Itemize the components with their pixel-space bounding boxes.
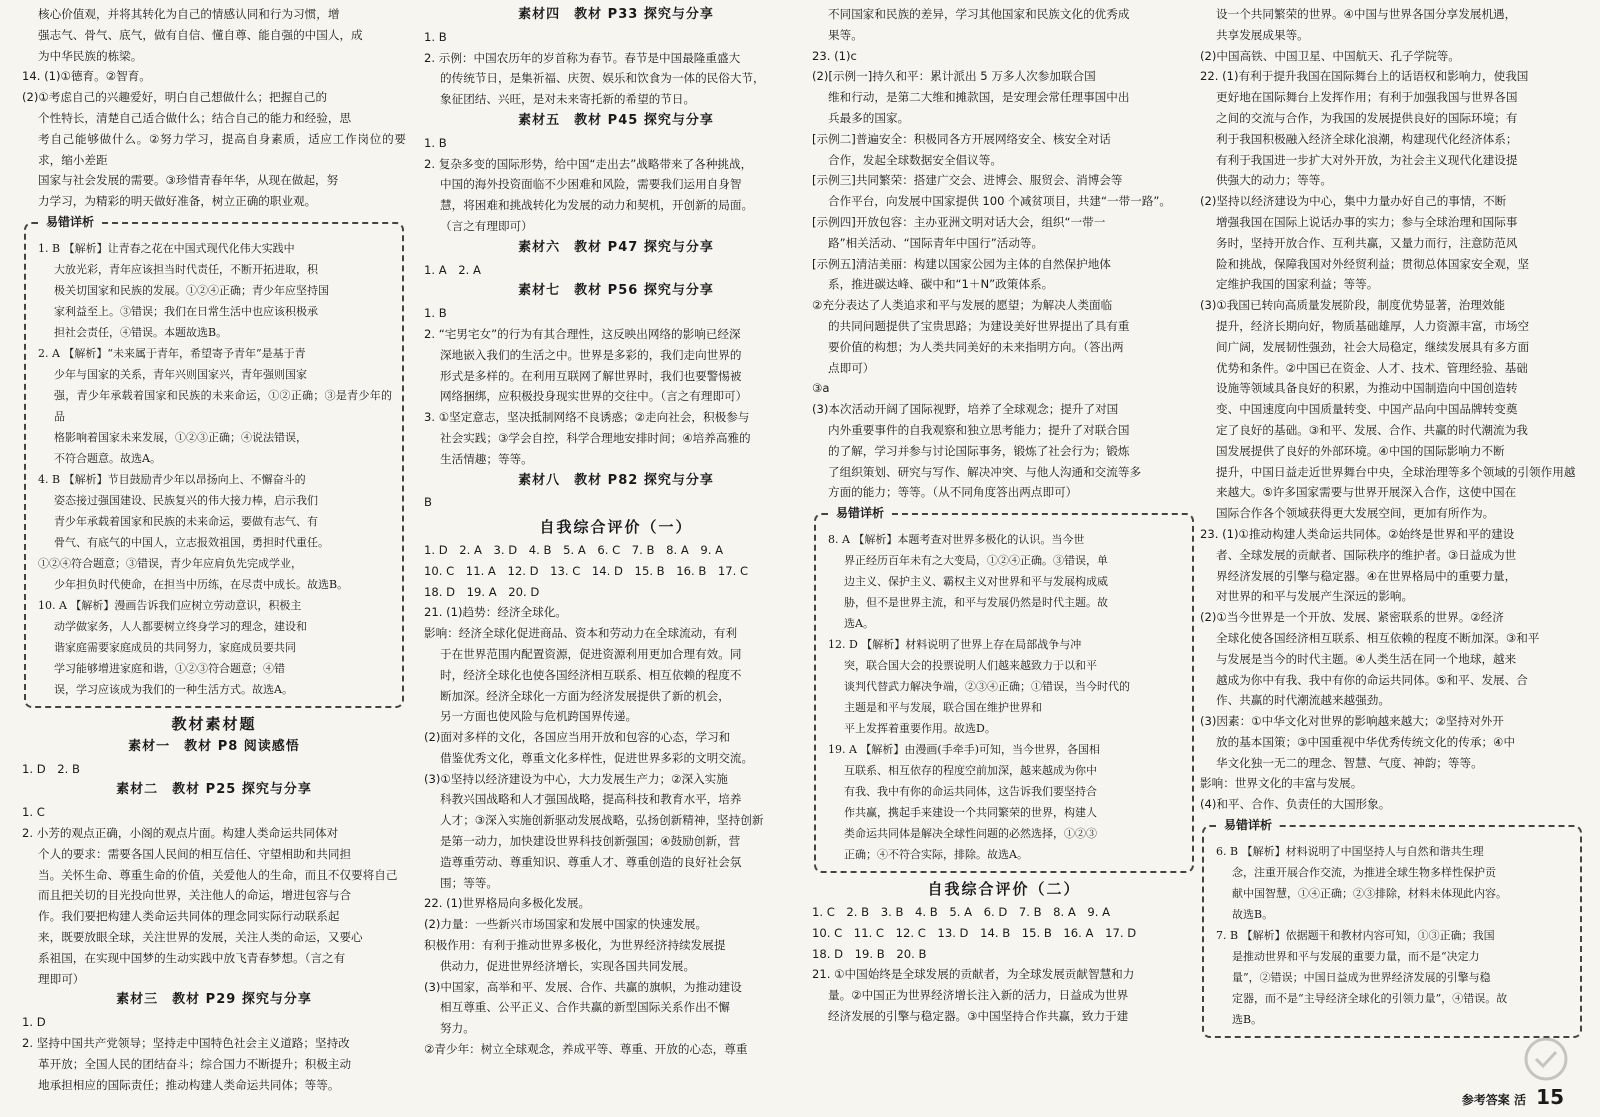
text-line: 不符合题意。故选A。	[54, 451, 161, 465]
text-line: 内外重要事件的自我观察和独立思考能力；提升了对联合国	[828, 422, 1130, 437]
text-line: 于在世界范围内配置资源，促进资源利用更加合理有效。同	[440, 646, 742, 661]
text-line: ③a	[812, 381, 830, 396]
column-3	[812, 0, 1196, 1117]
error-analysis-box-1	[24, 214, 404, 708]
text-line: 8. A 【解析】本题考查对世界多极化的认识。当今世	[828, 533, 1085, 547]
text-line: 者、全球发展的贡献者、国际秩序的维护者。③日益成为世	[1216, 547, 1517, 562]
text-line: 18. D 19. A 20. D	[424, 584, 540, 599]
error-analysis-label: 易错详析	[42, 214, 98, 230]
text-line: ①②④符合题意；③错误，青少年应肩负先完成学业，	[38, 556, 302, 570]
text-line: 定维护我国的国家利益；等等。	[1216, 277, 1379, 292]
text-line: (2)①当今世界是一个开放、发展、紧密联系的世界。②经济	[1200, 610, 1504, 625]
text-line: 突，联合国大会的投票说明人们越来越致力于以和平	[844, 659, 1097, 673]
text-line: (2)中国高铁、中国卫星、中国航天、孔子学院等。	[1200, 48, 1460, 63]
text-line: 正确；④不符合实际，排除。故选A。	[844, 848, 1028, 862]
text-line: 姿态接过强国建设、民族复兴的伟大接力棒，启示我们	[54, 493, 318, 507]
text-line: 断加深。经济全球化一方面为经济发展提供了新的机会，	[440, 688, 730, 703]
text-line: (3)①我国已转向高质量发展阶段，制度优势显著，治理效能	[1200, 298, 1506, 313]
material-5-lines	[424, 133, 808, 237]
text-line: 系祖国，在实现中国梦的生动实践中放飞青春梦想。（言之有	[38, 950, 346, 965]
text-line: 3. ①坚定意志，坚决抵制网络不良诱惑；②走向社会，积极参与	[424, 410, 750, 425]
text-line: 考自己能够做什么。②努力学习，提高自身素质，适应工作岗位的要求，缩小差距	[38, 131, 406, 167]
text-line: 科教兴国战略和人才强国战略，提高科技和教育水平，培养	[440, 792, 742, 807]
text-line: 是第一动力，加快建设世界科技创新强国；④鼓励创新，营	[440, 834, 741, 849]
text-line: (3)因素：①中华文化对世界的影响越来越大；②坚持对外开	[1200, 714, 1504, 729]
text-line: 定器，而不是“主导经济全球化的引领力量”，④错误。故	[1232, 992, 1508, 1006]
text-line: 影响：经济全球化促进商品、资本和劳动力在全球流动，有利	[424, 626, 738, 641]
text-line: 要价值的构想；为人类共同美好的未来指明方向。（答出两	[828, 339, 1124, 354]
text-line: 误，学习应该成为我们的一种生活方式。故选A。	[54, 682, 293, 696]
text-line: （言之有理即可）	[440, 218, 533, 233]
text-line: 全球化使各国经济相互联系、相互依赖的程度不断加深。③和平	[1216, 630, 1540, 645]
text-line: 定了良好的基础。③和平、发展、合作、共赢的时代潮流为我	[1216, 422, 1528, 437]
text-line: 华文化独一无二的理念、智慧、气度、神韵；等等。	[1216, 755, 1483, 770]
column-1	[22, 0, 406, 1117]
text-line: 来，既要放眼全球，关注世界的发展，关注人类的命运，又要心	[38, 929, 363, 944]
error-analysis-lines	[1216, 841, 1570, 1030]
text-line: 提升，中国日益走近世界舞台中央，全球治理等多个领域的引领作用越	[1216, 464, 1576, 479]
text-line: 方面的能力；等等。（从不同角度答出两点即可）	[828, 485, 1078, 500]
text-line: (4)和平、合作、负责任的大国形象。	[1200, 797, 1391, 812]
text-line: 故选B。	[1232, 908, 1274, 922]
text-line: (3)①坚持以经济建设为中心，大力发展生产力；②深入实施	[424, 771, 728, 786]
text-line: 国际合作各个领域获得更大发展空间，更加有所作为。	[1216, 506, 1495, 521]
text-line: 4. B 【解析】节目鼓励青少年以昂扬向上、不懈奋斗的	[38, 472, 306, 486]
text-line: 是推动世界和平与发展的重要力量，而不是“决定力	[1232, 950, 1480, 964]
text-line: 2. 示例：中国农历年的岁首称为春节。春节是中国最隆重盛大	[424, 50, 741, 65]
text-line: 10. A 【解析】漫画告诉我们应树立劳动意识，积极主	[38, 598, 302, 612]
self-evaluation-1-lines	[424, 540, 808, 1060]
text-line: 个人的要求：需要各国人民间的相互信任、守望相助和共同担	[38, 846, 352, 861]
text-line: 主题是和平与发展，联合国在维护世界和	[844, 701, 1042, 715]
text-line: 类命运共同体是解决全球性问题的必然选择，①②③	[844, 827, 1097, 841]
text-line: 优势和条件。②中国已在资金、人才、技术、管理经验、基础	[1216, 360, 1528, 375]
text-line: 骨气、有底气的中国人，立志报效祖国，勇担时代重任。	[54, 535, 329, 549]
text-line: 的了解，学习并参与讨论国际事务，锻炼了社会行为；锻炼	[828, 443, 1130, 458]
material-3-title: 素材三 教材 P29 探究与分享	[116, 992, 312, 1008]
text-line: 平上发挥着重要作用。故选D。	[844, 722, 996, 736]
text-line: 6. B 【解析】材料说明了中国坚持人与自然和谐共生理	[1216, 845, 1484, 859]
text-line: 1. B	[424, 135, 447, 150]
text-line: 2. A 【解析】“未来属于青年，希望寄予青年”是基于青	[38, 346, 306, 360]
text-line: 经济发展的引擎与稳定器。③中国坚持合作共赢，致力于建	[828, 1008, 1129, 1023]
text-line: 大放光彩，青年应该担当时代责任，不断开拓进取，积	[54, 262, 318, 276]
text-line: 对世界的和平与发展产生深远的影响。	[1216, 589, 1414, 604]
text-line: 界经济发展的引擎与稳定器。④在世界格局中的重要力量，	[1216, 568, 1517, 583]
error-analysis-lines	[38, 238, 392, 700]
col3-top-text	[812, 4, 1196, 503]
text-line: 中国的海外投资面临不少困难和风险，需要我们运用自身智	[440, 177, 742, 192]
error-analysis-box-2	[814, 506, 1194, 873]
text-line: 19. A 【解析】由漫画(手牵手)可知，当今世界，各国相	[828, 743, 1101, 757]
text-line: ②充分表达了人类追求和平与发展的愿望；为解决人类面临	[812, 298, 1113, 313]
text-line: 供强大的动力；等等。	[1216, 173, 1332, 188]
text-line: 少年与国家的关系，青年兴则国家兴，青年强则国家	[54, 367, 307, 381]
text-line: 核心价值观，并将其转化为自己的情感认同和行为习惯，增	[38, 7, 340, 21]
text-line: 国家与社会发展的需要。③珍惜青春年华，从现在做起，努	[38, 173, 339, 188]
text-line: 网络捆绑，应积极投身现实世界的交往中。（言之有理即可）	[440, 389, 748, 404]
text-line: 少年担负时代使命，在担当中历练，在尽责中成长。故选B。	[54, 577, 349, 591]
text-line: (3)本次活动开阔了国际视野，培养了全球观念；提升了对国	[812, 402, 1119, 417]
text-line: 设一个共同繁荣的世界。④中国与世界各国分享发展机遇，	[1216, 7, 1517, 21]
text-line: 与发展是当今的时代主题。④人类生活在同一个地球，越来	[1216, 651, 1517, 666]
text-line: 家利益至上。③错误；我们在日常生活中也应该积极承	[54, 304, 318, 318]
text-line: 点即可）	[828, 360, 875, 375]
text-line: (3)中国家，高举和平、发展、合作、共赢的旗帜，为推动建设	[424, 979, 742, 994]
text-line: 1. B	[424, 29, 447, 44]
text-line: 2. 复杂多变的国际形势，给中国“走出去”战略带来了各种挑战，	[424, 156, 753, 171]
text-line: 为中华民族的栋梁。	[38, 48, 143, 63]
text-line: 间广阔，发展韧性强劲，社会大局稳定，继续发展具有多方面	[1216, 339, 1530, 354]
text-line: 胁，但不是世界主流，和平与发展仍然是时代主题。故	[844, 596, 1108, 610]
text-line: 10. C 11. A 12. D 13. C 14. D 15. B 16. B 17. C	[424, 563, 749, 578]
text-line: 兵最多的国家。	[828, 110, 910, 125]
text-line: 了组织策划、研究与写作、解决冲突、与他人沟通和交流等多	[828, 464, 1142, 479]
text-line: 地承担相应的国际责任；推动构建人类命运共同体；等等。	[38, 1077, 340, 1092]
error-analysis-lines	[828, 529, 1182, 865]
text-line: 共享发展成果等。	[1216, 27, 1309, 42]
material-8-answer: B	[424, 495, 432, 510]
text-line: 力学习，为精彩的明天做好准备，树立正确的职业观。	[38, 194, 317, 209]
text-line: 合作，发起全球数据安全倡议等。	[828, 152, 1002, 167]
column-4	[1200, 0, 1584, 1117]
error-analysis-label: 易错详析	[832, 505, 888, 521]
text-line: 提升，经济长期向好，物质基础雄厚，人力资源丰富，市场空	[1216, 318, 1530, 333]
text-line: 互联系、相互依存的程度空前加深，越来越成为你中	[844, 764, 1097, 778]
text-line: [示例二]普遍安全：积极同各方开展网络安全、核安全对话	[812, 131, 1111, 146]
material-5-title: 素材五 教材 P45 探究与分享	[518, 112, 714, 128]
text-line: 选B。	[1232, 1013, 1263, 1027]
text-line: 7. B 【解析】依据题干和教材内容可知，①③正确；我国	[1216, 929, 1495, 943]
text-line: (2)[示例一]持久和平：累计派出 5 万多人次参加联合国	[812, 69, 1096, 84]
text-line: 选A。	[844, 617, 874, 631]
text-line: 22. (1)有利于提升我国在国际舞台上的话语权和影响力，使我国	[1200, 69, 1529, 84]
material-4-lines	[424, 27, 808, 110]
text-line: 借鉴优秀文化，尊重文化多样性，促进世界多彩的文明交流。	[440, 750, 754, 765]
text-line: [示例三]共同繁荣：搭建广交会、进博会、服贸会、消博会等	[812, 173, 1123, 188]
text-line: 国发展提供了良好的外部环境。④中国的国际影响力不断	[1216, 443, 1505, 458]
text-line: 利于我国积极融入经济全球化浪潮，构建现代化经济体系；	[1216, 131, 1518, 146]
self-evaluation-1-title: 自我综合评价（一）	[539, 518, 693, 537]
text-line: 人才；③深入实施创新驱动发展战略，弘扬创新精神，坚持创新	[440, 813, 764, 828]
error-analysis-box-3	[1202, 818, 1582, 1038]
text-line: ②青少年：树立全球观念，养成平等、尊重、开放的心态，尊重	[424, 1042, 748, 1057]
text-line: 21. ①中国始终是全球发展的贡献者，为全球发展贡献智慧和力	[812, 967, 1135, 982]
text-line: 12. D 【解析】材料说明了世界上存在局部战争与冲	[828, 638, 1082, 652]
text-line: (2)坚持以经济建设为中心，集中力量办好自己的事情，不断	[1200, 194, 1507, 209]
text-line: 更好地在国际舞台上发挥作用；有利于加强我国与世界各国	[1216, 90, 1518, 105]
col1-top-text	[22, 4, 406, 212]
col4-text	[1200, 4, 1584, 815]
footer-sub: 活	[1513, 1093, 1526, 1107]
text-line: 造尊重劳动、尊重知识、尊重人才、尊重创造的良好社会氛	[440, 854, 742, 869]
text-line: 1. B	[424, 306, 447, 321]
column-2	[424, 0, 808, 1117]
text-line: 形式是多样的。在利用互联网了解世界时，我们也要警惕被	[440, 368, 742, 383]
text-line: 险和挑战，保障我国对外经贸利益；贯彻总体国家安全观，坚	[1216, 256, 1530, 271]
text-line: 1. C 2. B 3. B 4. B 5. A 6. D 7. B 8. A 9. A	[812, 904, 1111, 919]
text-line: 格影响着国家未来发展，①②③正确；④说法错误，	[54, 430, 307, 444]
text-line: 围；等等。	[440, 875, 498, 890]
material-3-lines	[22, 1012, 406, 1095]
text-line: 强，青少年承载着国家和民族的未来命运，①②正确；③是青少年的品	[54, 388, 392, 423]
text-line: 有利于我国进一步扩大对外开放，为社会主义现代化建设提	[1216, 152, 1518, 167]
text-line: (2)面对多样的文化，各国应当用开放和包容的心态，学习和	[424, 730, 731, 745]
text-line: 生活情趣；等等。	[440, 451, 533, 466]
text-line: 担社会责任，④错误。本题故选B。	[54, 325, 228, 339]
text-line: 设施等领域具备良好的积累，为推动中国制造向中国创造转	[1216, 381, 1518, 396]
text-line: 强志气、骨气、底气，做有自信、懂自尊、能自强的中国人，成	[38, 27, 363, 42]
text-line: 的共同问题提供了宝贵思路；为建设美好世界提出了具有重	[828, 318, 1130, 333]
self-evaluation-2-lines	[812, 902, 1196, 1027]
text-line: 慧，将困难和挑战转化为发展的动力和契机，开创新的局面。	[440, 198, 754, 213]
text-line: 放的基本国策；③中国重视中华优秀传统文化的传承；④中	[1216, 734, 1516, 749]
material-2-lines	[22, 802, 406, 989]
text-line: 当。关怀生命、尊重生命的价值，关爱他人的生命，而且不仅要将自己	[38, 867, 398, 882]
watermark-logo-icon	[1428, 1033, 1578, 1103]
text-line: (2)力量：一些新兴市场国家和发展中国家的快速发展。	[424, 917, 708, 932]
material-6-title: 素材六 教材 P47 探究与分享	[518, 239, 714, 255]
material-7-lines	[424, 303, 808, 469]
text-line: 果等。	[828, 27, 863, 42]
text-line: 时，经济全球化也使各国经济相互联系、相互依赖的程度不	[440, 667, 742, 682]
text-line: 界正经历百年未有之大变局，①②④正确。③错误，单	[844, 554, 1108, 568]
text-line: 1. B 【解析】让青春之花在中国式现代化伟大实践中	[38, 241, 295, 255]
text-line: 量”，②错误；中国日益成为世界经济发展的引擎与稳	[1232, 971, 1491, 985]
text-line: 不同国家和民族的差异，学习其他国家和民族文化的优秀成	[828, 7, 1130, 21]
text-line: 10. C 11. C 12. C 13. D 14. B 15. B 16. A 17. D	[812, 925, 1137, 940]
text-line: 影响：世界文化的丰富与发展。	[1200, 776, 1363, 791]
text-line: 系，推进碳达峰、碳中和“1＋N”政策体系。	[828, 277, 1054, 292]
text-line: 青少年承载着国家和民族的未来命运，要做有志气、有	[54, 514, 318, 528]
text-line: 个性特长，清楚自己适合做什么；结合自己的能力和经验，思	[38, 110, 352, 125]
text-line: 革开放；全国人民的团结奋斗；综合国力不断提升；积极主动	[38, 1056, 352, 1071]
self-evaluation-2-title: 自我综合评价（二）	[927, 880, 1081, 899]
text-line: 积极作用：有利于推动世界多极化，为世界经济持续发展提	[424, 938, 726, 953]
text-line: 理即可）	[38, 971, 85, 986]
text-line: 有我、我中有你的命运共同体，这告诉我们要坚持合	[844, 785, 1097, 799]
text-line: (2)①考虑自己的兴趣爱好，明白自己想做什么；把握自己的	[22, 90, 328, 105]
text-line: 谈判代替武力解决争端，②③④正确；①错误，当今时代的	[844, 680, 1130, 694]
text-line: 社会实践；③学会自控，科学合理地安排时间；④培养高雅的	[440, 430, 751, 445]
text-line: 1. D 2. A 3. D 4. B 5. A 6. C 7. B 8. A 9. A	[424, 542, 724, 557]
text-line: 学习能够增进家庭和谐，①②③符合题意；④错	[54, 661, 285, 675]
text-line: 2. “宅男宅女”的行为有其合理性，这反映出网络的影响已经深	[424, 326, 741, 341]
text-line: 1. C	[22, 805, 45, 820]
material-6-answers: 1. A 2. A	[424, 262, 481, 277]
material-8-title: 素材八 教材 P82 探究与分享	[518, 472, 714, 488]
material-1-title: 素材一 教材 P8 阅读感悟	[128, 738, 300, 754]
text-line: 变、中国速度向中国质量转变、中国产品向中国品牌转变奠	[1216, 402, 1518, 417]
material-7-title: 素材七 教材 P56 探究与分享	[518, 283, 714, 299]
text-line: 增强我国在国际上说话办事的实力；参与全球治理和国际事	[1216, 214, 1518, 229]
material-4-title: 素材四 教材 P33 探究与分享	[518, 7, 714, 22]
text-line: 而且把关切的目光投向世界，关注他人的命运，增进包容与合	[38, 888, 352, 903]
text-line: 18. D 19. B 20. B	[812, 946, 927, 961]
text-line: 来越大。⑤许多国家需要与世界开展深入合作，这使中国在	[1216, 485, 1517, 500]
text-line: 23. (1)c	[812, 48, 857, 63]
text-line: 之间的交流与合作，为我国的发展提供良好的国际环境；有	[1216, 110, 1518, 125]
text-line: 越成为你中有我、我中有你的命运共同体。⑤和平、发展、合	[1216, 672, 1528, 687]
text-line: 深地嵌入我们的生活之中。世界是多彩的，我们走向世界的	[440, 347, 742, 362]
section-title-textbook-material: 教材素材题	[171, 714, 257, 733]
text-line: 作。我们要把构建人类命运共同体的理念同实际行动联系起	[38, 909, 340, 924]
text-line: 14. (1)①德育。②智育。	[22, 69, 151, 84]
text-line: 动学做家务，人人都要树立终身学习的理念，建设和	[54, 619, 307, 633]
text-line: 2. 小芳的观点正确，小阁的观点片面。构建人类命运共同体对	[22, 825, 339, 840]
text-line: 路”相关活动、“国际青年中国行”活动等。	[828, 235, 1044, 250]
footer-label: 参考答案	[1461, 1093, 1510, 1107]
text-line: 维和行动，是第二大维和摊款国，是安理会常任理事国中出	[828, 90, 1130, 105]
text-line: 量。②中国正为世界经济增长注入新的活力，日益成为世界	[828, 988, 1129, 1003]
text-line: 22. (1)世界格局向多极化发展。	[424, 896, 591, 911]
text-line: 合作平台，向发展中国家提供 100 个减贫项目，共建“一带一路”。	[828, 194, 1171, 209]
material-2-title: 素材二 教材 P25 探究与分享	[116, 782, 312, 798]
text-line: 务时，坚持开放合作、互利共赢，又量力而行，注意防范风	[1216, 235, 1518, 250]
text-line: 念，注重开展合作交流，为推进全球生物多样性保护贡	[1232, 866, 1496, 880]
text-line: 1. D	[22, 1015, 46, 1030]
text-line: [示例五]清洁美丽：构建以国家公园为主体的自然保护地体	[812, 256, 1111, 271]
text-line: 边主义、保护主义、霸权主义对世界和平与发展构成威	[844, 575, 1108, 589]
error-analysis-label: 易错详析	[1220, 817, 1276, 833]
text-line: 23. (1)①推动构建人类命运共同体。②始终是世界和平的建设	[1200, 526, 1515, 541]
text-line: 象征团结、兴旺，是对未来寄托新的希望的节日。	[440, 92, 696, 107]
material-1-answers: 1. D 2. B	[22, 761, 80, 776]
text-line: 的传统节日，是集祈福、庆贺、娱乐和饮食为一体的民俗大节，	[440, 71, 765, 86]
text-line: 供动力，促进世界经济增长，实现各国共同发展。	[440, 958, 696, 973]
text-line: 作、共赢的时代潮流越来越强劲。	[1216, 693, 1390, 708]
text-line: 2. 坚持中国共产党领导；坚持走中国特色社会主义道路；坚持改	[22, 1035, 350, 1050]
text-line: 努力。	[440, 1021, 475, 1036]
text-line: 另一方面也使风险与危机跨国界传递。	[440, 709, 638, 724]
text-line: 相互尊重、公平正义、合作共赢的新型国际关系作出不懈	[440, 1000, 730, 1015]
page-number: 15	[1536, 1085, 1564, 1109]
text-line: [示例四]开放包容：主办亚洲文明对话大会，组织“一带一	[812, 214, 1106, 229]
text-line: 作共赢，携起手来建设一个共同繁荣的世界，构建人	[844, 806, 1097, 820]
text-line: 21. (1)趋势：经济全球化。	[424, 605, 567, 620]
text-line: 极关切国家和民族的发展。①②④正确；青少年应坚持国	[54, 283, 329, 297]
text-line: 谐家庭需要家庭成员的共同努力，家庭成员要共同	[54, 640, 296, 654]
text-line: 献中国智慧，①④正确；②③排除，材料未体现此内容。	[1232, 887, 1507, 901]
